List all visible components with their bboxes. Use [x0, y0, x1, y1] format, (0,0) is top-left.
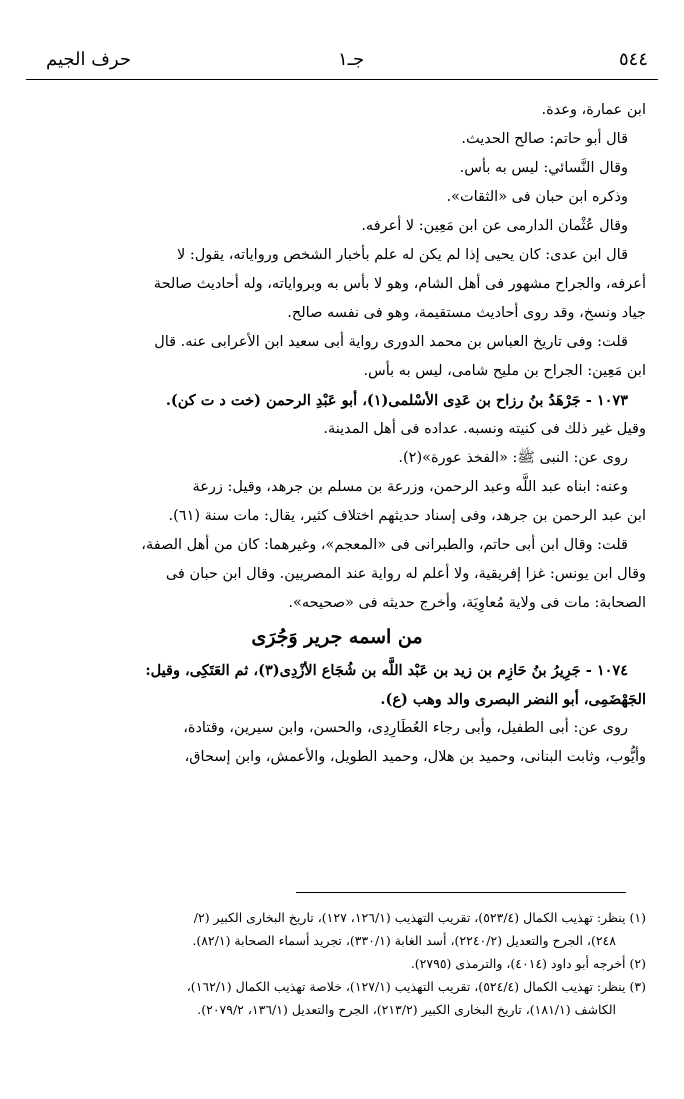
header-rule — [26, 79, 658, 80]
footnote-rule — [296, 892, 626, 893]
footnote-1: (١) ينظر: تهذيب الكمال (٥٢٣/٤)، تقريب التهذيب (١٢٦/١، ١٢٧)، تاريخ البخارى الكبير (٢/ — [193, 910, 646, 925]
text-line: قال ابن عدى: كان يحيى إذا لم يكن له علم بأخبار الشخص ورواياته، يقول: لا — [176, 247, 628, 263]
text-line: جياد ونسخ، وقد روى أحاديث مستقيمة، وهو فى نفسه صالح. — [287, 305, 646, 321]
text-line: قال أبو حاتم: صالح الحديث. — [461, 131, 628, 147]
text-line: وعنه: ابناه عبد اللَّه وعبد الرحمن، وزرعة بن مسلم بن جرهد، وقيل: زرعة — [192, 479, 628, 495]
section-title: حرف الجيم — [46, 49, 131, 70]
text-line: روى عن: النبى ﷺ: «الفخذ عورة»(٢). — [398, 450, 628, 466]
main-text — [28, 96, 646, 772]
text-line: أعرفه، والجراح مشهور فى أهل الشام، وهو لا بأس به وبرواياته، وله أحاديث صالحة — [153, 276, 646, 292]
entry-1073-title: ١٠٧٣ - جَرْهَدُ بنُ رزاح بن عَدِى الأسْلمى(١)، أبو عَبْدِ الرحمن (خت د ت كن). — [165, 392, 628, 409]
text-line: قلت: وقال ابن أبى حاتم، والطبرانى فى «المعجم»، وغيرهما: كان من أهل الصفة، — [141, 537, 628, 553]
footnote-2: (٢) أخرجه أبو داود (٤٠١٤)، والترمذى (٢٧٩٥). — [410, 956, 646, 971]
volume-label: جـ١ — [338, 49, 365, 70]
text-line: قلت: وفى تاريخ العباس بن محمد الدورى رواية أبى سعيد ابن الأعرابى عنه. قال — [154, 334, 628, 350]
section-heading: من اسمه جرير وَجُرَى — [251, 626, 423, 648]
footnote-1-cont: ٢٤٨)، الجرح والتعديل (٢٢٤٠/٢)، أسد الغابة (٣٣٠/١)، تجريد أسماء الصحابة (٨٢/١). — [192, 933, 616, 948]
text-line: ابن عبد الرحمن بن جرهد، وفى إسناد حديثهم اختلاف كثير، يقال: مات سنة (٦١). — [168, 508, 646, 524]
text-line: وذكره ابن حبان فى «الثقات». — [446, 189, 628, 205]
text-line: الصحابة: مات فى ولاية مُعاوِيَة، وأخرج حديثه فى «صحيحه». — [288, 595, 646, 611]
text-line: وقال ابن يونس: غزا إفريقية، ولا أعلم له رواية عند المصريين. وقال ابن حبان فى — [165, 566, 646, 582]
entry-1074-title-cont: الجَهْضَمِى، أبو النضر البصرى والد وهب (ع). — [380, 691, 646, 708]
running-header — [26, 40, 658, 80]
text-line: وأيُّوب، وثابت البنانى، وحميد بن هلال، وحميد الطويل، والأعمش، وابن إسحاق، — [184, 749, 646, 765]
footnote-3-cont: الكاشف (١٨١/١)، تاريخ البخارى الكبير (٢١٣/٢)، الجرح والتعديل (١٣٦/١، ٢٠٧٩/٢). — [197, 1002, 616, 1017]
text-line: روى عن: أبى الطفيل، وأبى رجاء العُطَارِدِى، والحسن، وابن سيرين، وقتادة، — [183, 720, 628, 736]
text-line: ابن مَعِين: الجراح بن مليح شامى، ليس به بأس. — [363, 363, 646, 379]
text-line: ابن عمارة، وعدة. — [541, 102, 646, 118]
footnotes — [28, 906, 646, 1021]
entry-1074-title: ١٠٧٤ - جَرِيرُ بنُ حَازِم بن زيد بن عَبْد اللَّه بن شُجَاع الأزْدِى(٣)، ثم العَتَكِى، وقيل: — [145, 662, 628, 679]
text-line: وقال عُثْمان الدارمى عن ابن مَعِين: لا أعرفه. — [361, 218, 628, 234]
text-line: وقيل غير ذلك فى كنيته ونسبه. عداده فى أهل المدينة. — [323, 421, 646, 437]
page-number: ٥٤٤ — [618, 49, 648, 70]
footnote-3: (٣) ينظر: تهذيب الكمال (٥٢٤/٤)، تقريب التهذيب (١٢٧/١)، خلاصة تهذيب الكمال (١٦٢/١)، — [186, 979, 646, 994]
text-line: وقال النَّسائي: ليس به بأس. — [459, 160, 628, 176]
